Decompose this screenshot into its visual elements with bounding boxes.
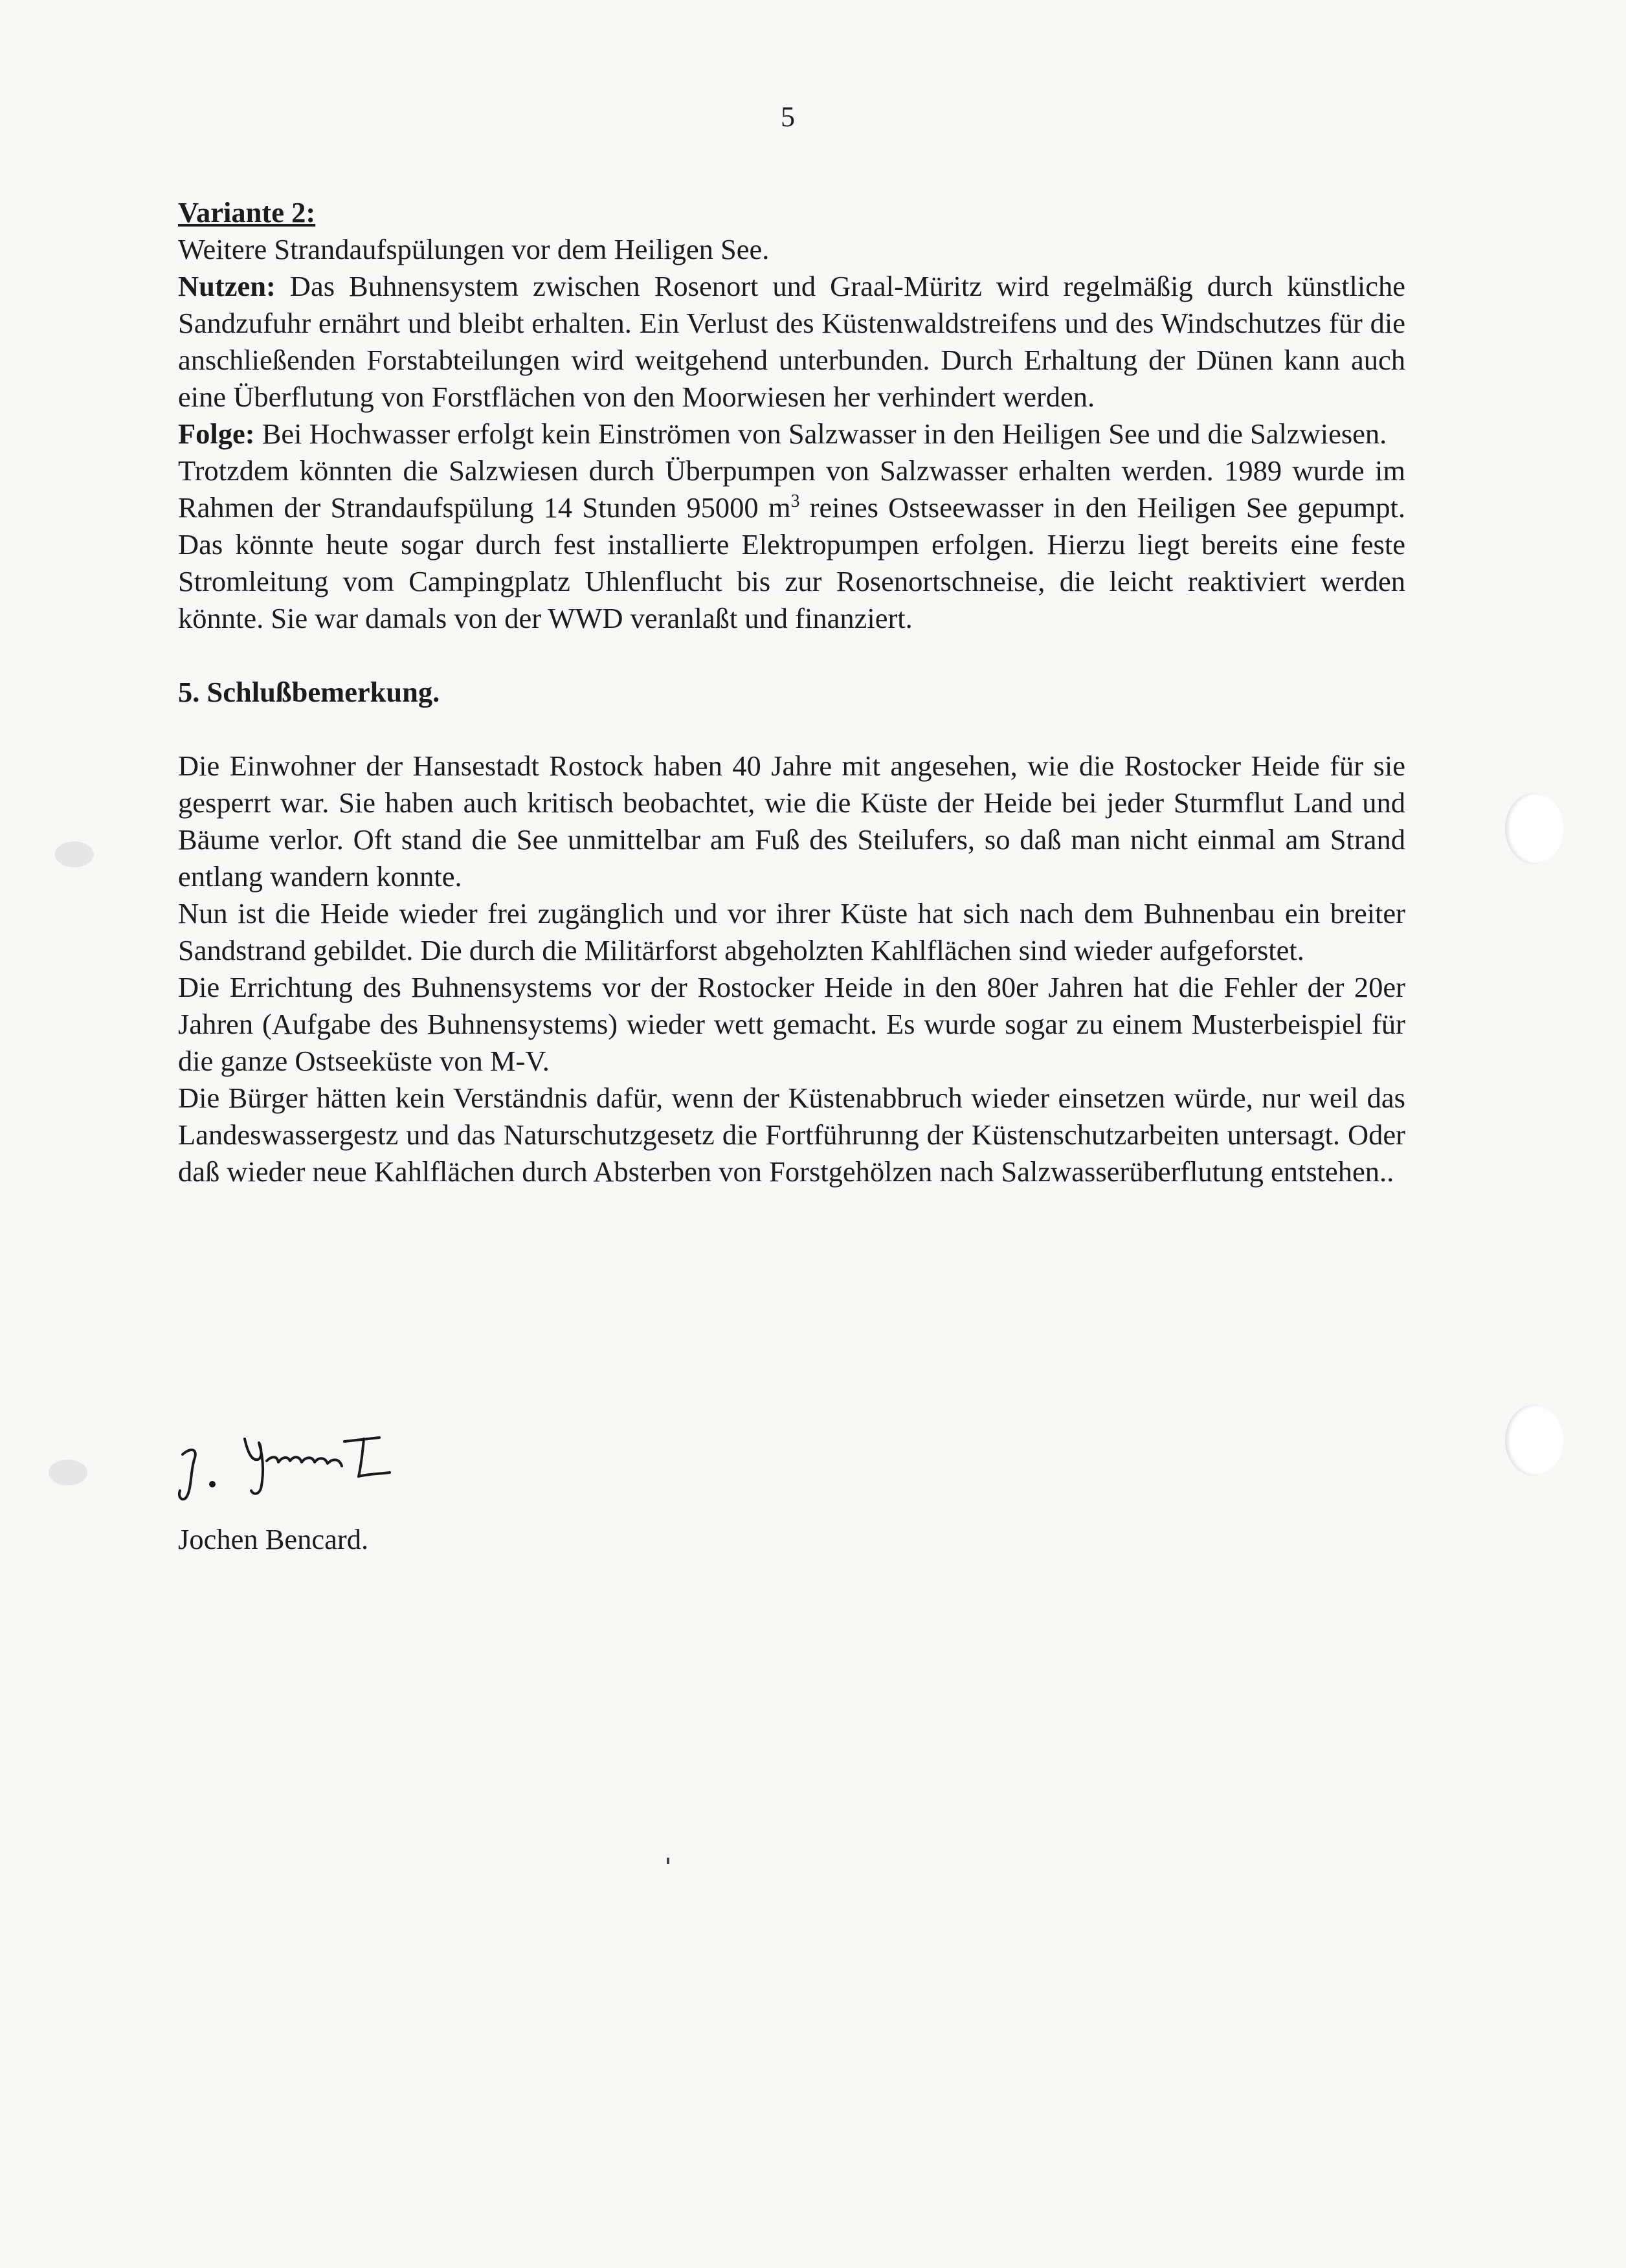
nutzen-text: Das Buhnensystem zwischen Rosenort und Graal-Müritz wird regelmäßig durch künstliche Sandzufuhr ernährt und bleibt erhalten. Ein Verlust des Küstenwaldstreifens und des Windschutzes für die anschließenden Forstabteilungen wird weitgehend unterbunden. Durch Erhaltung der Dünen kann auch eine Überflutung von Forstflächen von den Moorwiesen her verhindert werden. (178, 270, 1405, 413)
closing-paragraph-2: Nun ist die Heide wieder frei zugänglich und vor ihrer Küste hat sich nach dem Buhnenbau ein breiter Sandstrand gebildet. Die durch die Militärforst abgeholzten Kahlflächen sind wieder aufgeforstet. (178, 897, 1405, 966)
variant-subtitle: Weitere Strandaufspülungen vor dem Heiligen See. (178, 233, 770, 265)
closing-paragraph-4: Die Bürger hätten kein Verständnis dafür, wenn der Küstenabbruch wieder einsetzen würde, nur weil das Landeswassergestz und das Naturschutzgesetz die Fortführunng der Küstenschutzarbeiten untersagt. Oder daß wieder neue Kahlflächen durch Absterben von Forstgehölzen nach Salzwasserüberflutung entstehen.. (178, 1082, 1405, 1188)
paper-mark-upper (55, 841, 94, 867)
scan-edge (1626, 0, 1652, 2268)
variant-title: Variante 2: (178, 196, 316, 228)
author-name: Jochen Bencard. (178, 1523, 369, 1555)
page-number: 5 (781, 101, 795, 133)
stray-mark (667, 1858, 669, 1864)
closing-heading: 5. Schlußbemerkung. (178, 676, 440, 708)
folge-paragraph (178, 416, 1405, 452)
nutzen-paragraph (178, 268, 1405, 416)
pumping-text-end: reines Ostseewasser in den Heiligen See gepumpt. Das könnte heute sogar durch fest installierte Elektropumpen erfolgen. Hierzu liegt bereits eine feste Stromleitung vom Campingplatz Uhlenflucht bis zur Rosenortschneise, die leicht reaktiviert werden könnte. Sie war damals von der WWD veranlaßt und finanziert. (178, 491, 1405, 634)
closing-paragraph-3: Die Errichtung des Buhnensystems vor der Rostocker Heide in den 80er Jahren hat die Fehler der 20er Jahren (Aufgabe des Buhnensystems) wieder wett gemacht. Es wurde sogar zu einem Musterbeispiel für die ganze Ostseeküste von M-V. (178, 971, 1405, 1077)
closing-paragraph-1: Die Einwohner der Hansestadt Rostock haben 40 Jahre mit angesehen, wie die Rostocker Heide für sie gesperrt war. Sie haben auch kritisch beobachtet, wie die Küste der Heide bei jeder Sturmflut Land und Bäume verlor. Oft stand die See unmittelbar am Fuß des Steilufers, so daß man nicht einmal am Strand entlang wandern konnte. (178, 750, 1405, 893)
nutzen-label: Nutzen: (178, 270, 276, 302)
punch-hole-upper (1505, 793, 1563, 864)
folge-label: Folge: (178, 417, 255, 450)
pumping-text-start: Trotzdem könnten die Salzwiesen durch Überpumpen von Salzwasser erhalten werden. 1989 wurde im Rahmen der Strandaufspülung 14 Stunden 95000 m (178, 454, 1405, 524)
document-body (178, 194, 1405, 1190)
paper-mark-lower (49, 1460, 87, 1485)
cubic-superscript: 3 (790, 491, 800, 512)
pumping-paragraph (178, 452, 1405, 637)
punch-hole-lower (1505, 1405, 1563, 1476)
folge-text: Bei Hochwasser erfolgt kein Einströmen von Salzwasser in den Heiligen See und die Salzwiesen. (254, 417, 1387, 450)
handwritten-signature (175, 1427, 447, 1505)
